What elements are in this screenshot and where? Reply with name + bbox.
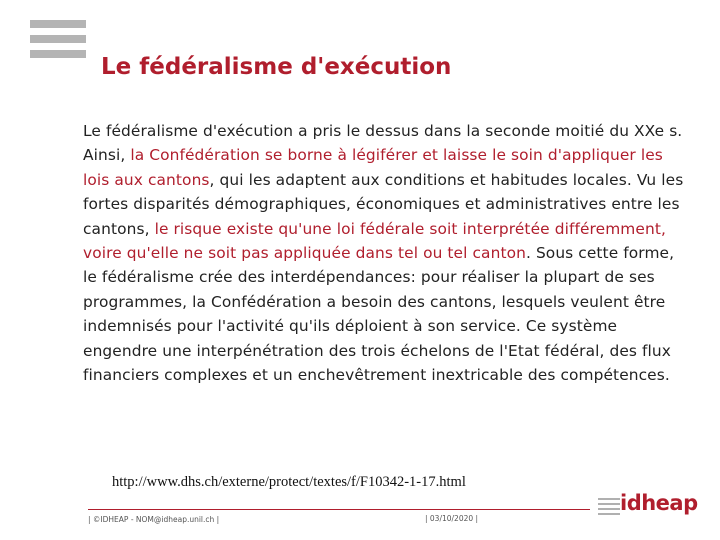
footer-copyright: | ©IDHEAP - NOM@idheap.unil.ch |: [88, 515, 220, 524]
paragraph-segment-2: , qui les adaptent aux conditions et habitudes locales. Vu les fortes disparités démographiques, économiques et administratives entre les cantons,: [83, 170, 684, 238]
body-paragraph: [83, 119, 689, 387]
logo-wordmark: idheap: [620, 491, 698, 515]
paragraph-segment-1: Le fédéralisme d'exécution a pris le dessus dans la seconde moitié du XXe s. Ainsi,: [83, 122, 683, 165]
source-url-link[interactable]: http://www.dhs.ch/externe/protect/textes/f/F10342-1-17.html: [112, 474, 466, 490]
logo-bar-3: [598, 508, 620, 510]
logo-bar-4: [598, 513, 620, 515]
slide-title: Le fédéralisme d'exécution: [101, 54, 452, 80]
idheap-stripes-icon: [598, 498, 620, 518]
idheap-logo: [598, 491, 698, 522]
stripe-1: [30, 20, 86, 28]
paragraph-highlight-2: le risque existe qu'une loi fédérale soit interprétée différemment, voire qu'elle ne soit pas appliquée dans tel ou tel canton: [83, 219, 666, 263]
stripes-icon: [30, 20, 86, 65]
paragraph-segment-3: . Sous cette forme, le fédéralisme crée des interdépendances: pour réaliser la plupart de ses programmes, la Confédération a besoin des cantons, lesquels veulent être indemnisés pour l'activité qu'ils déploient à son service. Ce système engendre une interpénétration des trois échelons de l'Etat fédéral, des flux financiers complexes et un enchevêtrement inextricable des compétences.: [83, 244, 675, 385]
footer-date: | 03/10/2020 |: [425, 514, 479, 523]
logo-bar-2: [598, 503, 620, 505]
stripe-2: [30, 35, 86, 43]
stripe-3: [30, 50, 86, 58]
logo-bar-1: [598, 498, 620, 500]
paragraph-highlight-1: la Confédération se borne à légiférer et laisse le soin d'appliquer les lois aux cantons: [83, 146, 663, 189]
footer-divider: [88, 509, 590, 510]
